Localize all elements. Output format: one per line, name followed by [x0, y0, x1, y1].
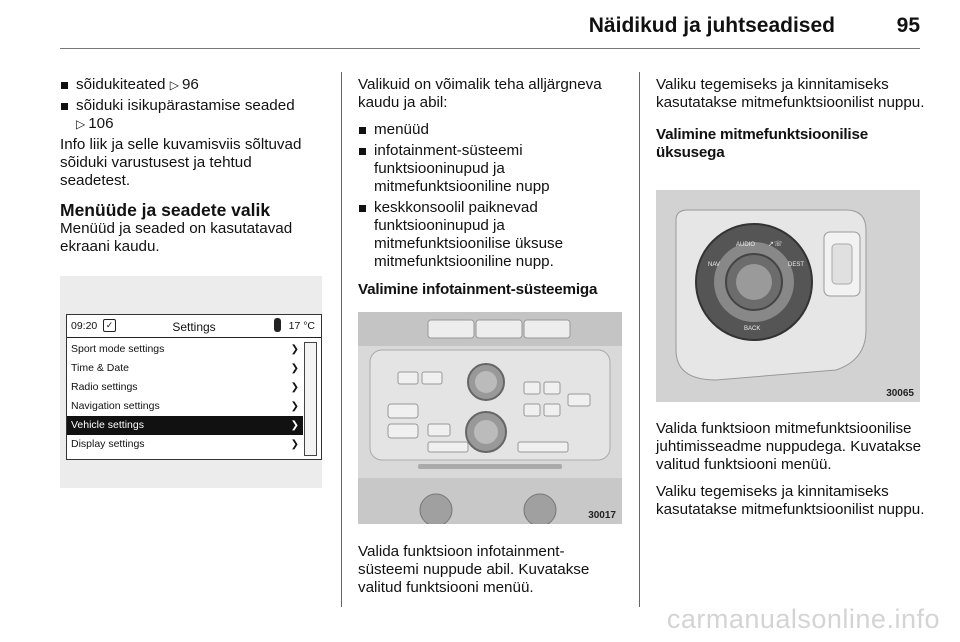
- screen-top-bar: [67, 315, 321, 338]
- figure-number: 30017: [588, 510, 616, 521]
- watermark: carmanualsonline.info: [666, 604, 940, 634]
- paragraph: Valiku tegemiseks ja kinnitamiseks kasutatakse mitmefunktsioonilist nuppu.: [656, 76, 925, 111]
- settings-menu: [67, 340, 303, 454]
- section-heading: Valimine infotainment-süsteemiga: [358, 281, 598, 298]
- page-number: 95: [896, 14, 920, 37]
- list-item: keskkonsoolil paiknevad funktsiooninupud ja mitmefunktsioonilise üksuse mitmefunktsiooniline nupp.: [358, 199, 624, 271]
- paragraph: Menüüd ja seaded on kasutatavad ekraani kaudu.: [60, 220, 293, 255]
- thermometer-icon: [274, 318, 281, 332]
- list-item: sõiduki isikupärastamise seaded ▷ 106: [60, 97, 322, 133]
- column-divider: [341, 72, 342, 607]
- reference-arrow-icon: ▷: [169, 78, 179, 92]
- column-3-bottom: [656, 420, 926, 528]
- column-divider: [639, 72, 640, 607]
- paragraph: Valikuid on võimalik teha alljärgneva kaudu ja abil:: [358, 76, 602, 111]
- infotainment-panel-photo: [358, 312, 622, 524]
- paragraph: Valida funktsioon mitmefunktsioonilise juhtimisseadme nuppudega. Kuvatakse valitud funktsiooni menüü.: [656, 420, 922, 473]
- section-heading: Menüüde ja seadete valik: [60, 200, 271, 220]
- chevron-right-icon: ❯: [290, 420, 299, 431]
- infotainment-panel-illustration: [358, 312, 622, 524]
- settings-screen-figure: [60, 276, 322, 488]
- display-screen: [66, 314, 322, 460]
- check-icon: ✓: [103, 319, 116, 332]
- photo-label-audio: AUDIO: [736, 242, 756, 248]
- menu-item-sport-mode[interactable]: Sport mode settings ❯: [67, 340, 303, 359]
- chevron-right-icon: ❯: [290, 344, 299, 355]
- list-item: infotainment-süsteemi funktsiooninupud ja mitmefunktsiooniline nupp: [358, 142, 624, 196]
- photo-label-dest: DEST: [788, 262, 805, 268]
- temperature: 17 °C: [288, 320, 315, 332]
- list-item: sõidukiteated ▷ 96: [60, 76, 322, 94]
- page-reference[interactable]: 96: [181, 76, 199, 93]
- chevron-right-icon: ❯: [290, 382, 299, 393]
- paragraph: Valida funktsioon infotainment-süsteemi nuppude abil. Kuvatakse valitud funktsiooni menüü.: [358, 543, 590, 596]
- photo-label-back: BACK: [744, 326, 761, 332]
- chevron-right-icon: ❯: [290, 439, 299, 450]
- menu-item-radio[interactable]: Radio settings ❯: [67, 378, 303, 397]
- chevron-right-icon: ❯: [290, 363, 299, 374]
- header-title: Näidikud ja juhtseadised: [588, 14, 835, 37]
- section-heading: Valimine mitmefunktsioonilise üksusega: [656, 126, 868, 161]
- menu-item-navigation[interactable]: Navigation settings ❯: [67, 397, 303, 416]
- column-3: [656, 76, 926, 172]
- photo-label-nav: NAV: [708, 262, 720, 268]
- menu-item-display[interactable]: Display settings ❯: [67, 435, 303, 454]
- multifunction-controller-photo: [656, 190, 920, 402]
- paragraph: Info liik ja selle kuvamisviis sõltuvad sõiduki varustusest ja tehtud seadetest.: [60, 136, 302, 189]
- screen-title: Settings: [172, 320, 216, 334]
- page-reference[interactable]: 106: [88, 115, 114, 132]
- column-2: [358, 76, 624, 309]
- paragraph: Valiku tegemiseks ja kinnitamiseks kasutatakse mitmefunktsioonilist nuppu.: [656, 483, 925, 518]
- menu-item-vehicle[interactable]: Vehicle settings ❯: [67, 416, 303, 435]
- page-header: [60, 14, 920, 49]
- phone-icon: ↗☏: [768, 241, 783, 248]
- reference-arrow-icon: ▷: [76, 117, 86, 131]
- column-1: [60, 76, 322, 265]
- scrollbar[interactable]: [304, 342, 317, 456]
- column-2-bottom: [358, 543, 624, 606]
- list-item: menüüd: [358, 121, 624, 139]
- figure-number: 30065: [886, 388, 914, 399]
- chevron-right-icon: ❯: [290, 401, 299, 412]
- menu-item-time-date[interactable]: Time & Date ❯: [67, 359, 303, 378]
- clock: 09:20: [71, 320, 98, 332]
- controller-illustration: [656, 190, 920, 402]
